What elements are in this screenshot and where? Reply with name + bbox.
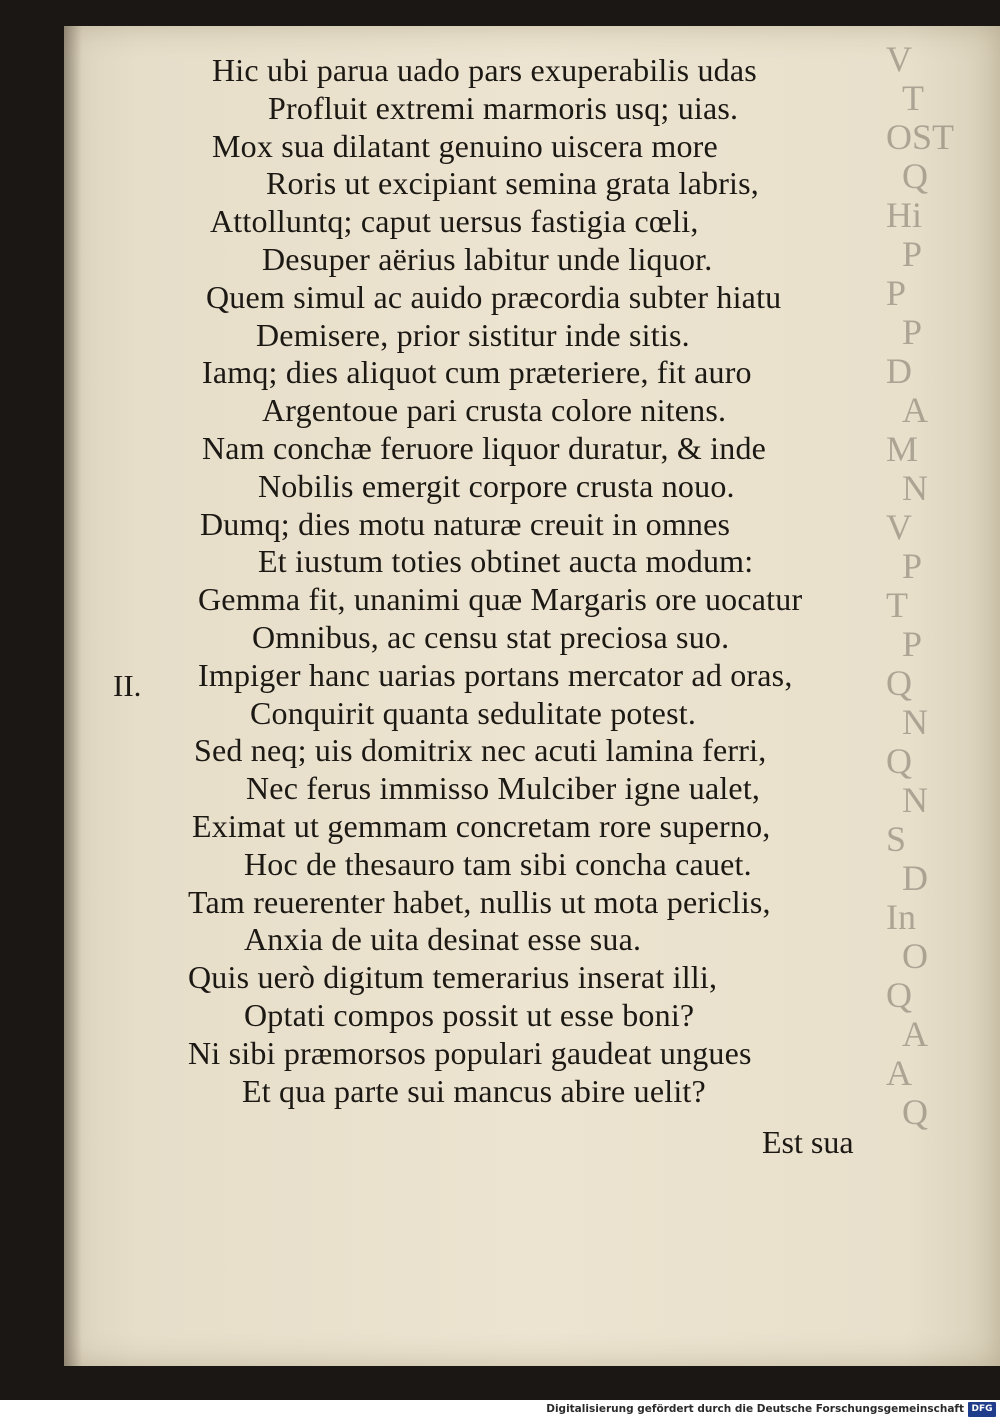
hexameter-line: Eximat ut gemmam concretam rore superno, [192,808,771,844]
bleed-glyph: In [886,897,916,937]
footer-bar [0,1400,1000,1420]
bleed-glyph: V [886,40,912,79]
pentameter-line: Argentoue pari crusta colore nitens. [262,392,727,429]
bleed-glyph: P [902,624,923,664]
hexameter-line: Tam reuerenter habet, nullis ut mota periclis, [188,883,771,920]
pentameter-line: Nobilis emergit corpore crusta nouo. [258,467,735,504]
bleed-glyph: T [886,585,908,625]
hexameter-line: Quis uerò digitum temerarius inserat illi, [188,959,718,996]
hexameter-line: Ni sibi præmorsos populari gaudeat ungues [188,1034,752,1071]
bleed-glyph: N [902,468,928,508]
bleed-glyph: T [902,78,924,118]
hexameter-line: Sed neq; uis domitrix nec acuti lamina ferri, [194,732,767,769]
bleed-glyph: P [902,312,923,352]
pentameter-line: Optati compos possit ut esse boni? [244,997,695,1033]
bleed-glyph: A [902,1014,928,1054]
pentameter-line: Et iustum toties obtinet aucta modum: [258,543,754,580]
pentameter-line: Conquirit quanta sedulitate potest. [250,694,697,731]
section-number: II. [113,668,142,703]
bleed-glyph: D [902,858,928,898]
bleed-glyph: Q [902,1092,928,1132]
bleed-glyph: P [902,546,923,586]
bleed-glyph: Q [902,156,928,196]
hexameter-line: Gemma fit, unanimi quæ Margaris ore uocatur [198,581,803,618]
bleed-glyph: Q [886,975,912,1015]
catchword: Est sua [762,1124,854,1160]
pentameter-line: Omnibus, ac censu stat preciosa suo. [252,619,730,655]
dfg-logo: DFG [968,1402,996,1417]
hexameter-line: Mox sua dilatant genuino uiscera more [212,127,718,164]
bleed-glyph: Q [886,741,912,781]
bleed-glyph: V [886,507,912,547]
pentameter-line: Nec ferus immisso Mulciber igne ualet, [246,770,761,807]
bleed-glyph: S [886,819,907,859]
pentameter-line: Desuper aërius labitur unde liquor. [262,241,713,277]
hexameter-line: Quem simul ac auido præcordia subter hiatu [206,278,782,315]
funding-credit: Digitalisierung gefördert durch die Deutsche Forschungsgemeinschaft [546,1403,964,1415]
pentameter-line: Hoc de thesauro tam sibi concha cauet. [244,845,752,882]
bleed-glyph: P [902,234,923,274]
bleed-glyph: P [886,273,907,313]
hexameter-line: Nam conchæ feruore liquor duratur, & inde [202,430,767,466]
bleed-glyph: N [902,780,928,820]
pentameter-line: Anxia de uita desinat esse sua. [244,921,642,958]
hexameter-line: Dumq; dies motu naturæ creuit in omnes [200,505,731,542]
pentameter-line: Demisere, prior sistitur inde sitis. [256,316,690,353]
pentameter-line: Roris ut excipiant semina grata labris, [266,165,760,202]
bleed-glyph: O [902,936,928,976]
bleed-glyph: A [886,1053,912,1093]
bleed-glyph: Q [886,663,912,703]
bleed-glyph: M [886,429,919,469]
bleed-glyph: Hi [886,195,922,235]
bleed-glyph: N [902,702,928,742]
bleed-glyph: A [902,390,928,430]
hexameter-line: Iamq; dies aliquot cum præteriere, fit auro [202,354,752,391]
pentameter-line: Profluit extremi marmoris usq; uias. [268,89,739,126]
pentameter-line: Et qua parte sui mancus abire uelit? [242,1072,706,1109]
hexameter-line: Attolluntq; caput uersus fastigia cœli, [210,203,699,240]
bleed-glyph: D [886,351,912,391]
bleed-glyph: OST [886,117,955,157]
hexameter-line: Hic ubi parua uado pars exuperabilis udas [212,52,757,88]
hexameter-line: Impiger hanc uarias portans mercator ad oras, [198,656,793,693]
